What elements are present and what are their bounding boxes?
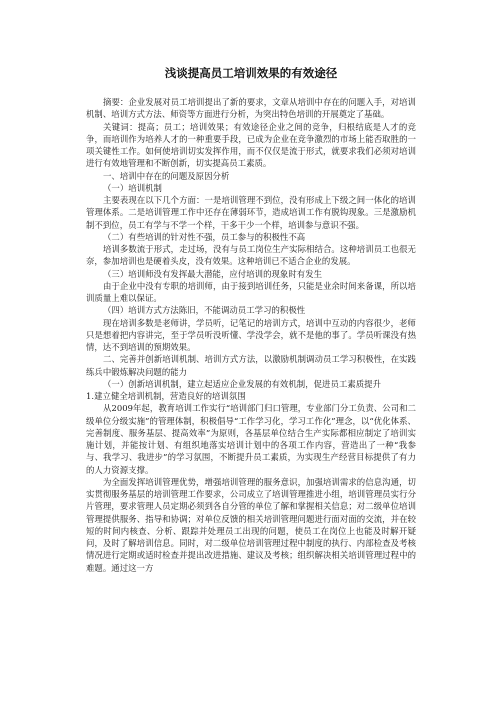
body-paragraph: 从2009年起，教育培训工作实行“培训部门归口管理，专业部门分工负责、公司和二级单位分级实施”的管理体制，积极倡导“工作学习化，学习工作化”理念，以“优化体系、完善制度、服务基层、提高效率”为原则，各基层单位结合生产实际都相应制定了培训实施计划，并能按计划、有组织地落实培训计划中的各项工作内容，营造出了一种“我参与、我学习、我进步”的学习氛围，不断提升员工素质，为实现生产经营目标提供了有力的人力资源支撑。 xyxy=(86,403,416,475)
body-paragraph: 为全面发挥培训管理优势，增强培训管理的服务意识，加强培训需求的信息沟通，切实贯彻服务基层的培训管理工作要求，公司成立了培训管理推进小组，培训管理员实行分片管理，要求管理人员定期必须到各自分管的单位了解和掌握相关信息；对二级单位培训管理提供服务、指导和协调；对单位反馈的相关培训管理问题进行面对面的交流，并在较短的时间内核查、分析、跟踪并处理员工出现的问题，使员工在岗位上也能及时解开疑问，及时了解培训信息。同时，对二级单位培训管理过程中制度的执行、内部检查及考核情况进行定期或适时检查并提出改进措施、建议及考核；组织解决相关培训管理过程中的难题。通过这一方 xyxy=(86,476,416,573)
keywords-paragraph: 关键词：提高；员工；培训效果；有效途径企业之间的竞争，归根结底是人才的竞争，而培训作为培养人才的一种重要手段，已成为企业在竞争激烈的市场上能否取胜的一项关键性工作。如何使培训切实发挥作用，而不仅仅是流于形式，就要求我们必须对培训进行有效地管理和不断创新，切实提高员工素质。 xyxy=(86,121,416,169)
subsection-heading: （一）培训机制 xyxy=(103,182,162,193)
body-paragraph: 由于企业中没有专职的培训师，由于接到培训任务，只能是业余时间来备课，所以培训质量上难以保证。 xyxy=(86,280,416,303)
subsection-heading: （三）培训师没有发挥最大潜能，应付培训的现象时有发生 xyxy=(103,268,323,279)
subsection-heading: （四）培训方式方法陈旧，不能调动员工学习的积极性 xyxy=(103,305,306,316)
body-paragraph: 现在培训多数是老师讲，学员听，记笔记的培训方式，培训中互动的内容很少，老师只是想着把内容讲完，至于学员听没听懂、学没学会，就不是他的事了。学员听课没有热情，达不到培训的预期效果。 xyxy=(86,317,416,352)
body-paragraph: 培训多数流于形式，走过场，没有与员工岗位生产实际相结合。这种培训员工也很无奈，参加培训也是硬着头皮，没有效果。这种培训已不适合企业的发展。 xyxy=(86,244,416,267)
abstract-paragraph: 摘要：企业发展对员工培训提出了新的要求，文章从培训中存在的问题入手，对培训机制、培训方式方法、师资等方面进行分析，为突出特色培训的开展奠定了基础。 xyxy=(86,97,416,120)
section-heading-1: 一、培训中存在的问题及原因分析 xyxy=(103,170,230,181)
section-heading-2: 二、完善并创新培训机制、培训方式方法，以激励机制调动员工学习积极性，在实践练兵中锻炼解决问题的能力 xyxy=(86,354,416,377)
subsection-heading: （一）创新培训机制，建立起适应企业发展的有效机制，促进员工素质提升 xyxy=(103,378,382,389)
subsection-heading: （二）有些培训的针对性不强，员工参与的积极性不高 xyxy=(103,231,306,242)
numbered-heading: 1.建立健全培训机制，营造良好的培训氛围 xyxy=(86,391,246,401)
document-title: 浅谈提高员工培训效果的有效途径 xyxy=(164,66,338,80)
body-paragraph: 主要表现在以下几个方面：一是培训管理不到位，没有形成上下级之间一体化的培训管理体系。二是培训管理工作中还存在薄弱环节，造成培训工作有脱钩现象。三是激励机制不到位，员工有学与不学一个样，干多干少一个样，培训参与意识不强。 xyxy=(86,195,416,230)
